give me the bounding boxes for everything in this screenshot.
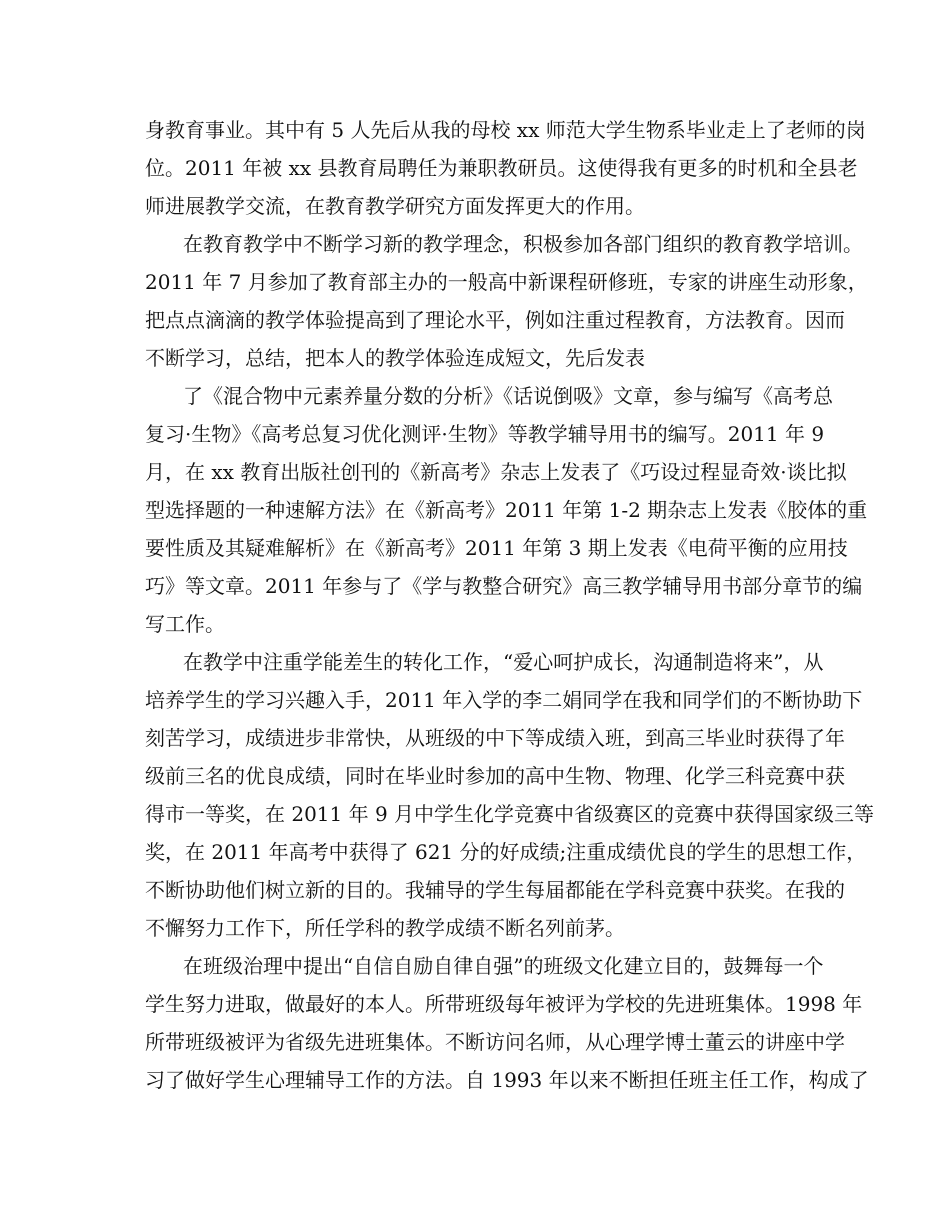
text-line-15: 在教学中注重学能差生的转化工作，“爱心呵护成长，沟通制造将来”，从 xyxy=(183,650,824,674)
text-line-2: 位。2011 年被 xx 县教育局聘任为兼职教研员。这使得我有更多的时机和全县老 xyxy=(145,156,858,180)
text-line-24: 学生努力进取，做最好的本人。所带班级每年被评为学校的先进班集体。1998 年 xyxy=(145,992,863,1016)
text-line-19: 得市一等奖，在 2011 年 9 月中学生化学竞赛中省级赛区的竞赛中获得国家级三等 xyxy=(145,802,875,826)
text-line-23: 在班级治理中提出“自信自励自律自强”的班级文化建立目的，鼓舞每一个 xyxy=(183,954,824,978)
text-line-22: 不懈努力工作下，所任学科的教学成绩不断名列前茅。 xyxy=(145,916,625,940)
text-line-18: 级前三名的优良成绩，同时在毕业时参加的高中生物、物理、化学三科竞赛中获 xyxy=(145,764,845,788)
text-line-1: 身教育事业。其中有 5 人先后从我的母校 xx 师范大学生物系毕业走上了老师的岗 xyxy=(145,118,866,142)
text-line-11: 型选择题的一种速解方法》在《新高考》2011 年第 1-2 期杂志上发表《胶体的重 xyxy=(145,498,868,522)
text-line-21: 不断协助他们树立新的目的。我辅导的学生每届都能在学科竞赛中获奖。在我的 xyxy=(145,878,845,902)
text-line-26: 习了做好学生心理辅导工作的方法。自 1993 年以来不断担任班主任工作，构成了 xyxy=(145,1068,869,1092)
text-line-13: 巧》等文章。2011 年参与了《学与教整合研究》高三教学辅导用书部分章节的编 xyxy=(145,574,863,598)
text-line-3: 师进展教学交流，在教育教学研究方面发挥更大的作用。 xyxy=(145,194,645,218)
text-line-25: 所带班级被评为省级先进班集体。不断访问名师，从心理学博士董云的讲座中学 xyxy=(145,1030,845,1054)
text-line-4: 在教育教学中不断学习新的教学理念，积极参加各部门组织的教育教学培训。 xyxy=(183,232,863,256)
text-line-12: 要性质及其疑难解析》在《新高考》2011 年第 3 期上发表《电荷平衡的应用技 xyxy=(145,536,848,560)
text-line-6: 把点点滴滴的教学体验提高到了理论水平，例如注重过程教育，方法教育。因而 xyxy=(145,308,845,332)
text-line-16: 培养学生的学习兴趣入手，2011 年入学的李二娟同学在我和同学们的不断协助下 xyxy=(145,688,863,712)
text-line-10: 月，在 xx 教育出版社创刊的《新高考》杂志上发表了《巧设过程显奇效·谈比拟 xyxy=(145,460,847,484)
text-line-14: 写工作。 xyxy=(145,612,225,636)
text-line-8: 了《混合物中元素养量分数的分析》《话说倒吸》文章，参与编写《高考总 xyxy=(183,384,833,408)
text-line-5: 2011 年 7 月参加了教育部主办的一般高中新课程研修班，专家的讲座生动形象， xyxy=(145,270,868,294)
text-line-20: 奖，在 2011 年高考中获得了 621 分的好成绩;注重成绩优良的学生的思想工作， xyxy=(145,840,867,864)
text-line-17: 刻苦学习，成绩进步非常快，从班级的中下等成绩入班，到高三毕业时获得了年 xyxy=(145,726,845,750)
text-line-7: 不断学习，总结，把本人的教学体验连成短文，先后发表 xyxy=(145,346,645,370)
text-line-9: 复习·生物》《高考总复习优化测评·生物》等教学辅导用书的编写。2011 年 9 xyxy=(145,422,825,446)
